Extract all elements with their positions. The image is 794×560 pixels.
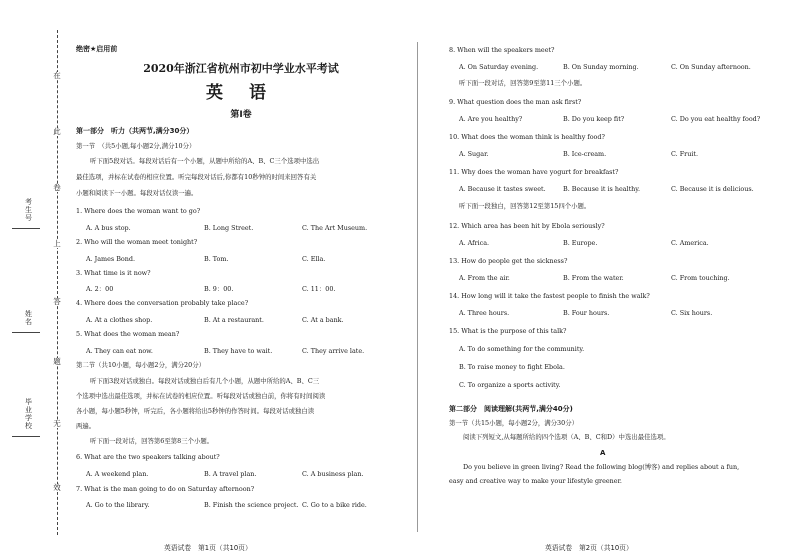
page-footer-left: 英语试卷 第1页（共10页）	[164, 544, 252, 552]
seal-char: 上	[53, 239, 61, 248]
binding-strip	[0, 0, 72, 560]
exam-title: 2020年浙江省杭州市初中学业水平考试	[143, 62, 339, 75]
option: C. Ella.	[302, 255, 326, 263]
page-1	[72, 0, 410, 560]
passage-label: A	[600, 449, 606, 457]
option: A. Are you healthy?	[459, 115, 523, 123]
question: 2. Who will the woman meet tonight?	[76, 238, 198, 246]
seal-char: 效	[53, 483, 61, 492]
option: B. Because it is healthy.	[563, 185, 641, 193]
option: A. James Bond.	[86, 255, 135, 263]
question: 14. How long will it take the fastest people to finish the walk?	[449, 292, 650, 300]
question: 7. What is the man going to do on Saturday afternoon?	[76, 485, 255, 493]
sec1-heading: 第一节 （共5小题,每小题2分,满分10分）	[76, 142, 196, 150]
option: C. On Sunday afternoon.	[671, 63, 751, 71]
option: C. From touching.	[671, 274, 730, 282]
seal-char: 题	[53, 357, 61, 366]
option: C. The Art Museum.	[302, 224, 368, 232]
question: 8. When will the speakers meet?	[449, 46, 555, 54]
seal-char: 无	[53, 419, 61, 428]
listening-note: 听下面一段对话，回答第6至第8三个小题。	[90, 437, 214, 445]
instruction-line: 听下面3段对话或独白。每段对话或独白后有几个小题，从题中所给的A、B、C三	[90, 377, 320, 385]
option: C. At a bank.	[302, 316, 344, 324]
label-name: 姓名	[25, 310, 32, 326]
subject-title: 英 语	[206, 83, 276, 103]
label-school: 毕业学校	[25, 398, 32, 430]
instruction-line: 个选项中选出最佳选项，并标在试卷的相应位置。听每段对话或独白前，你将有时间阅读	[76, 392, 326, 400]
label-candidate-no: 考生号	[25, 198, 32, 222]
column-divider	[417, 42, 418, 532]
fill-line	[12, 436, 40, 437]
option: A. Because it tastes sweet.	[459, 185, 546, 193]
secret-mark: 绝密★启用前	[76, 45, 118, 53]
part1-heading: 第一部分 听力（共两节,满分30分）	[76, 127, 194, 135]
passage-line: Do you believe in green living? Read the following blog(博客) and replies about a fun,	[463, 463, 740, 471]
option: B. On Sunday morning.	[563, 63, 639, 71]
question: 1. Where does the woman want to go?	[76, 207, 201, 215]
part2-heading: 第二部分 阅读理解(共两节,满分40分)	[449, 405, 573, 413]
instruction-line: 阅读下列短文,从每题所给的四个选项（A、B、C和D）中选出最佳选项。	[463, 433, 670, 441]
option: A. Africa.	[459, 239, 490, 247]
seal-char: 答	[53, 297, 61, 306]
fill-line	[12, 332, 40, 333]
question: 6. What are the two speakers talking about?	[76, 453, 220, 461]
instruction-line: 两遍。	[76, 422, 96, 430]
option: C. America.	[671, 239, 709, 247]
listening-note: 听下面一段独白，回答第12至第15四个小题。	[459, 202, 591, 210]
option: B. Ice-cream.	[563, 150, 607, 158]
question: 4. Where does the conversation probably take place?	[76, 299, 249, 307]
option: C. 11：00.	[302, 285, 336, 293]
option: A. On Saturday evening.	[459, 63, 539, 71]
option: B. Tom.	[204, 255, 229, 263]
option: B. Do you keep fit?	[563, 115, 625, 123]
question: 10. What does the woman think is healthy food?	[449, 133, 605, 141]
page-2	[445, 0, 781, 560]
seal-char: 此	[53, 127, 61, 136]
option: C. Six hours.	[671, 309, 713, 317]
option: B. A travel plan.	[204, 470, 257, 478]
instruction-line: 听下面5段对话。每段对话后有一个小题，从题中所给的A、B、C三个选项中选出	[90, 157, 320, 165]
sec2-heading: 第二节（共10小题，每小题2分，满分20分）	[76, 361, 205, 369]
option: C. Go to a bike ride.	[302, 501, 367, 509]
option: A. Go to the library.	[86, 501, 150, 509]
seal-line	[57, 30, 58, 535]
option: A. A weekend plan.	[86, 470, 149, 478]
instruction-line: 最佳选项，并标在试卷的相应位置。听完每段对话后,你都有10秒钟的时间来回答有关	[76, 173, 317, 181]
option: B. 9：00.	[204, 285, 234, 293]
page-footer-right: 英语试卷 第2页（共10页）	[545, 544, 633, 552]
question: 3. What time is it now?	[76, 269, 151, 277]
passage-line: easy and creative way to make your lifestyle greener.	[449, 477, 622, 485]
option: C. Do you eat healthy food?	[671, 115, 761, 123]
question: 13. How do people get the sickness?	[449, 257, 568, 265]
option: A. At a clothes shop.	[86, 316, 153, 324]
option: B. At a restaurant.	[204, 316, 264, 324]
option: B. They have to wait.	[204, 347, 273, 355]
seal-char: 在	[53, 71, 61, 80]
option: B. Four hours.	[563, 309, 610, 317]
question: 15. What is the purpose of this talk?	[449, 327, 567, 335]
option: C. A business plan.	[302, 470, 364, 478]
option: A. A bus stop.	[86, 224, 131, 232]
seal-char: 卷	[53, 183, 61, 192]
instruction-line: 各小题，每小题5秒钟，听完后，各小题将给出5秒钟的作答时间。每段对话或独白读	[76, 407, 315, 415]
option: B. Finish the science project.	[204, 501, 299, 509]
option: A. Sugar.	[459, 150, 489, 158]
question: 11. Why does the woman have yogurt for breakfast?	[449, 168, 619, 176]
listening-note: 听下面一段对话，回答第9至第11三个小题。	[459, 79, 587, 87]
option: C. To organize a sports activity.	[459, 381, 561, 389]
option: B. To raise money to fight Ebola.	[459, 363, 565, 371]
question: 12. Which area has been hit by Ebola seriously?	[449, 222, 605, 230]
sec1-heading: 第一节（共15小题，每小题2分，满分30分）	[449, 419, 578, 427]
question: 9. What question does the man ask first?	[449, 98, 582, 106]
option: A. They can eat now.	[86, 347, 153, 355]
question: 5. What does the woman mean?	[76, 330, 180, 338]
option: A. To do something for the community.	[459, 345, 585, 353]
option: C. Because it is delicious.	[671, 185, 754, 193]
option: A. Three hours.	[459, 309, 510, 317]
instruction-line: 小题和阅读下一小题。每段对话仅读一遍。	[76, 189, 198, 197]
option: A. From the air.	[459, 274, 510, 282]
option: C. Fruit.	[671, 150, 698, 158]
option: C. They arrive late.	[302, 347, 365, 355]
option: B. Europe.	[563, 239, 598, 247]
volume-label: 第Ⅰ卷	[230, 110, 252, 120]
option: B. Long Street.	[204, 224, 254, 232]
option: B. From the water.	[563, 274, 624, 282]
option: A. 2：00	[86, 285, 114, 293]
fill-line	[12, 228, 40, 229]
